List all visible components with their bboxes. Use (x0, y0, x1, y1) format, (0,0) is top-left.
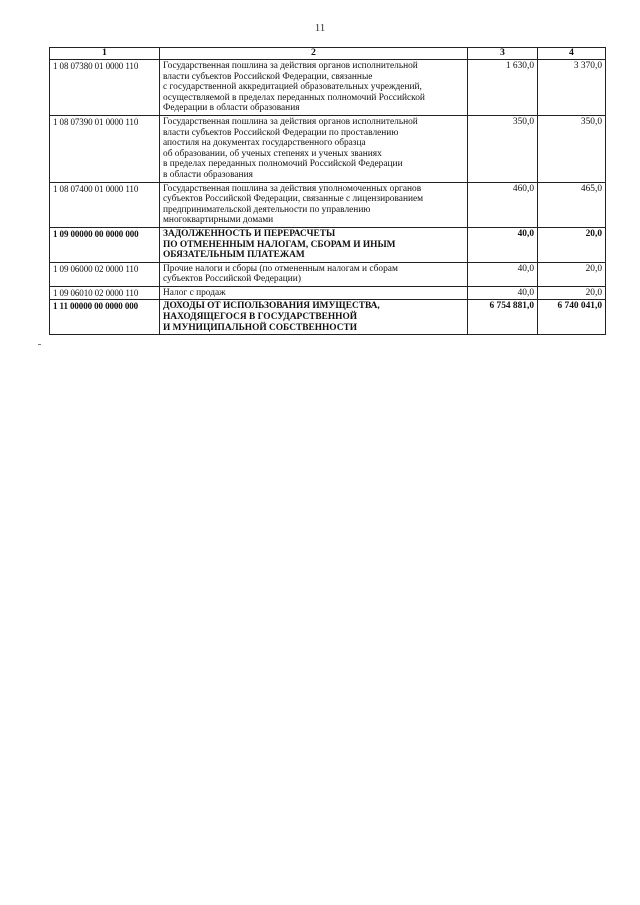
description-line: с государственной аккредитацией образовательных учреждений, (163, 82, 422, 93)
header-row (50, 48, 606, 60)
value-col-4: 465,0 (538, 182, 606, 227)
description-line: предпринимательской деятельности по управлению (163, 204, 371, 215)
description-line: ПО ОТМЕНЕННЫМ НАЛОГАМ, СБОРАМ И ИНЫМ (163, 239, 396, 250)
budget-code: 1 08 07390 01 0000 110 (50, 115, 160, 182)
margin-mark (38, 344, 41, 345)
value-col-3: 460,0 (468, 182, 538, 227)
value-col-4: 20,0 (538, 262, 606, 286)
description-line: субъектов Российской Федерации, связанные с лицензированием (163, 194, 424, 205)
table-row (50, 227, 606, 262)
value-col-4: 20,0 (538, 227, 606, 262)
description-line: Государственная пошлина за действия уполномоченных органов (163, 183, 422, 194)
column-header-1: 1 (50, 48, 160, 60)
description-line: Налог с продаж (163, 287, 226, 298)
description-line: апостиля на документах государственного образца (163, 138, 366, 149)
description-line: субъектов Российской Федерации) (163, 274, 301, 285)
value-col-3: 40,0 (468, 286, 538, 300)
item-description (160, 60, 468, 116)
description-line: многоквартирными домами (163, 215, 274, 226)
revenue-table (49, 47, 606, 335)
item-description (160, 227, 468, 262)
value-col-4: 3 370,0 (538, 60, 606, 116)
value-col-3: 40,0 (468, 262, 538, 286)
table-row (50, 182, 606, 227)
budget-code: 1 11 00000 00 0000 000 (50, 300, 160, 335)
description-line: осуществляемой в пределах переданных полномочий Российской (163, 92, 425, 103)
description-line: Государственная пошлина за действия органов исполнительной (163, 61, 418, 71)
column-header-3: 3 (468, 48, 538, 60)
column-header-4: 4 (538, 48, 606, 60)
value-col-3: 350,0 (468, 115, 538, 182)
table-row (50, 286, 606, 300)
value-col-3: 1 630,0 (468, 60, 538, 116)
description-line: ОБЯЗАТЕЛЬНЫМ ПЛАТЕЖАМ (163, 250, 305, 261)
description-line: Прочие налоги и сборы (по отмененным налогам и сборам (163, 263, 398, 274)
value-col-4: 20,0 (538, 286, 606, 300)
description-line: ЗАДОЛЖЕННОСТЬ И ПЕРЕРАСЧЕТЫ (163, 228, 336, 239)
item-description (160, 300, 468, 335)
budget-code: 1 09 06010 02 0000 110 (50, 286, 160, 300)
budget-code: 1 08 07400 01 0000 110 (50, 182, 160, 227)
table-row (50, 60, 606, 116)
value-col-3: 6 754 881,0 (468, 300, 538, 335)
budget-code: 1 09 00000 00 0000 000 (50, 227, 160, 262)
item-description (160, 262, 468, 286)
description-line: власти субъектов Российской Федерации, связанные (163, 71, 373, 82)
description-line: в области образования (163, 169, 253, 180)
item-description (160, 182, 468, 227)
description-line: И МУНИЦИПАЛЬНОЙ СОБСТВЕННОСТИ (163, 322, 358, 333)
description-line: ДОХОДЫ ОТ ИСПОЛЬЗОВАНИЯ ИМУЩЕСТВА, (163, 301, 380, 312)
description-line: об образовании, об ученых степенях и ученых званиях (163, 148, 382, 159)
column-header-2: 2 (160, 48, 468, 60)
budget-code: 1 09 06000 02 0000 110 (50, 262, 160, 286)
table-row (50, 115, 606, 182)
description-line: в пределах переданных полномочий Российской Федерации (163, 159, 403, 170)
item-description (160, 115, 468, 182)
value-col-3: 40,0 (468, 227, 538, 262)
table-row (50, 262, 606, 286)
value-col-4: 6 740 041,0 (538, 300, 606, 335)
page-number: 11 (314, 22, 326, 34)
description-line: Государственная пошлина за действия органов исполнительной (163, 116, 418, 127)
item-description (160, 286, 468, 300)
value-col-4: 350,0 (538, 115, 606, 182)
budget-code: 1 08 07380 01 0000 110 (50, 60, 160, 116)
table-row (50, 300, 606, 335)
description-line: власти субъектов Российской Федерации по проставлению (163, 127, 399, 138)
description-line: Федерации в области образования (163, 103, 300, 114)
description-line: НАХОДЯЩЕГОСЯ В ГОСУДАРСТВЕННОЙ (163, 312, 358, 323)
